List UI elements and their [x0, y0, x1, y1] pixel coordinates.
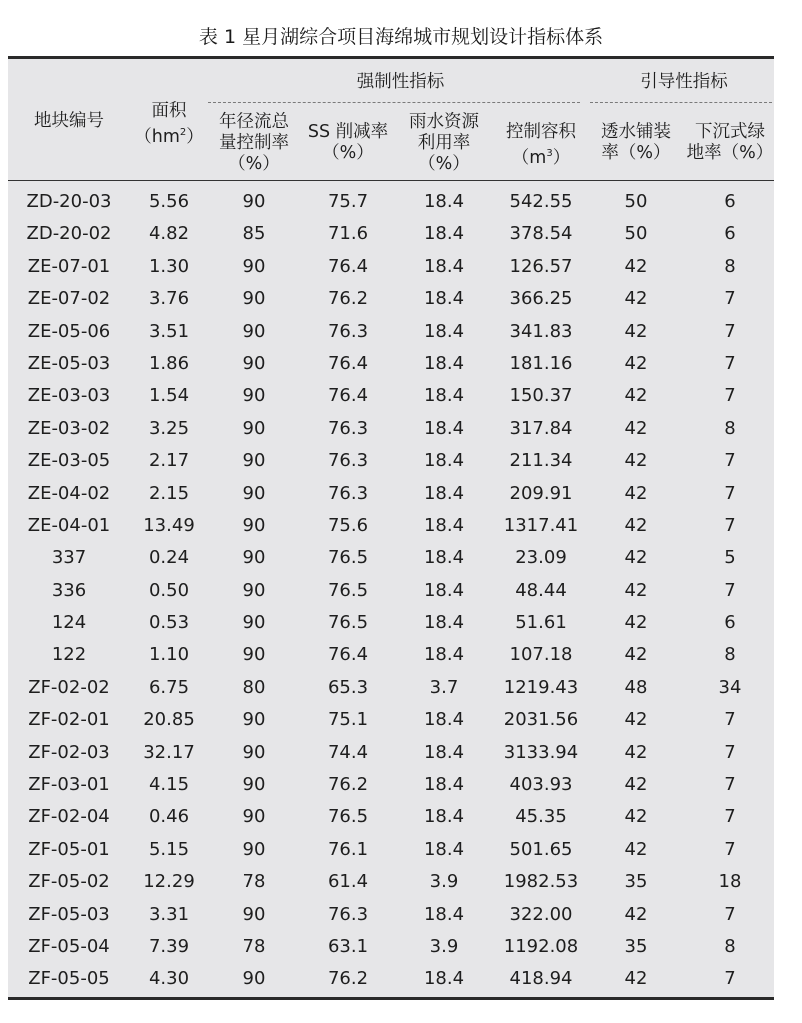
cell-runoff: 90: [242, 806, 266, 828]
cell-permeable: 42: [624, 450, 648, 472]
cell-volume: 1982.53: [503, 871, 579, 893]
cell-sunken: 7: [724, 903, 736, 925]
cell-permeable: 48: [624, 676, 648, 698]
table-row: [8, 348, 774, 380]
cell-ss: 74.4: [327, 741, 369, 763]
cell-runoff: 80: [242, 676, 266, 698]
cell-ss: 76.4: [327, 644, 369, 666]
cell-area: 2.15: [148, 482, 190, 504]
cell-ss: 75.6: [327, 514, 369, 536]
cell-ss: 76.4: [327, 255, 369, 277]
table-row: [8, 283, 774, 315]
cell-rain: 3.7: [429, 676, 459, 698]
cell-runoff: 90: [242, 709, 266, 731]
cell-volume: 181.16: [509, 352, 573, 374]
cell-plot-id: ZF-02-04: [28, 806, 110, 828]
cell-ss: 76.4: [327, 352, 369, 374]
cell-ss: 76.3: [327, 450, 369, 472]
cell-area: 32.17: [143, 741, 195, 763]
cell-area: 1.30: [148, 255, 190, 277]
cell-permeable: 50: [624, 223, 648, 245]
cell-plot-id: ZE-07-01: [27, 255, 111, 277]
col-header-ss: SS 削减率 （%）: [307, 122, 389, 163]
table-row: [8, 963, 774, 995]
cell-ss: 76.1: [327, 838, 369, 860]
cell-rain: 18.4: [423, 450, 465, 472]
cell-sunken: 8: [724, 644, 736, 666]
table-row: [8, 478, 774, 510]
cell-rain: 18.4: [423, 288, 465, 310]
cell-permeable: 35: [624, 935, 648, 957]
cell-plot-id: ZF-05-04: [28, 935, 110, 957]
indicator-table: [8, 56, 774, 1000]
cell-runoff: 90: [242, 191, 266, 212]
cell-runoff: 78: [242, 935, 266, 957]
cell-permeable: 42: [624, 417, 648, 439]
cell-rain: 18.4: [423, 255, 465, 277]
cell-permeable: 35: [624, 871, 648, 893]
cell-area: 3.25: [148, 417, 190, 439]
cell-plot-id: ZE-04-02: [27, 482, 111, 504]
cell-area: 4.30: [148, 968, 190, 990]
cell-volume: 542.55: [509, 191, 573, 212]
cell-area: 6.75: [148, 676, 190, 698]
cell-ss: 76.5: [327, 579, 369, 601]
cell-runoff: 90: [242, 968, 266, 990]
cell-plot-id: ZF-05-01: [28, 838, 110, 860]
cell-volume: 501.65: [509, 838, 573, 860]
cell-rain: 18.4: [423, 482, 465, 504]
cell-runoff: 90: [242, 255, 266, 277]
cell-volume: 317.84: [509, 417, 573, 439]
table-row: [8, 251, 774, 283]
cell-area: 3.31: [148, 903, 190, 925]
cell-plot-id: ZF-05-02: [28, 871, 110, 893]
cell-runoff: 85: [242, 223, 266, 245]
cell-area: 3.76: [148, 288, 190, 310]
cell-sunken: 6: [724, 191, 736, 212]
cell-sunken: 7: [724, 774, 736, 796]
cell-plot-id: 336: [51, 579, 87, 601]
col-header-area: 面积 $(hm^2)$: [134, 101, 204, 147]
cell-sunken: 34: [718, 676, 742, 698]
table-caption: 表 1 星月湖综合项目海绵城市规划设计指标体系: [198, 26, 604, 48]
cell-plot-id: ZE-07-02: [27, 288, 111, 310]
cell-runoff: 90: [242, 320, 266, 342]
cell-plot-id: ZF-02-03: [28, 741, 110, 763]
cell-area: 20.85: [143, 709, 195, 731]
cell-ss: 65.3: [327, 676, 369, 698]
cell-area: 0.46: [148, 806, 190, 828]
cell-sunken: 8: [724, 255, 736, 277]
cell-ss: 76.5: [327, 612, 369, 634]
cell-runoff: 90: [242, 352, 266, 374]
table-row: [8, 672, 774, 704]
cell-sunken: 7: [724, 320, 736, 342]
cell-ss: 76.3: [327, 417, 369, 439]
cell-runoff: 90: [242, 385, 266, 407]
cell-area: 7.39: [148, 935, 190, 957]
cell-runoff: 90: [242, 838, 266, 860]
cell-permeable: 42: [624, 709, 648, 731]
cell-sunken: 7: [724, 352, 736, 374]
cell-plot-id: ZE-04-01: [27, 514, 111, 536]
cell-runoff: 90: [242, 547, 266, 569]
table-row: [8, 413, 774, 445]
cell-plot-id: ZE-03-02: [27, 417, 111, 439]
cell-volume: 211.34: [509, 450, 573, 472]
cell-plot-id: 122: [51, 644, 87, 666]
cell-permeable: 42: [624, 741, 648, 763]
cell-ss: 76.3: [327, 320, 369, 342]
cell-runoff: 90: [242, 514, 266, 536]
table-body: [8, 186, 774, 996]
cell-runoff: 90: [242, 774, 266, 796]
cell-plot-id: ZF-05-03: [28, 903, 110, 925]
cell-plot-id: 337: [51, 547, 87, 569]
cell-volume: 107.18: [509, 644, 573, 666]
cell-ss: 75.1: [327, 709, 369, 731]
cell-plot-id: ZE-05-03: [27, 352, 111, 374]
cell-rain: 18.4: [423, 320, 465, 342]
cell-volume: 3133.94: [503, 741, 579, 763]
cell-area: 13.49: [143, 514, 195, 536]
table-row: [8, 510, 774, 542]
cell-area: 0.24: [148, 547, 190, 569]
cell-permeable: 42: [624, 774, 648, 796]
cell-volume: 1219.43: [503, 676, 579, 698]
cell-sunken: 18: [718, 871, 742, 893]
cell-area: 1.54: [148, 385, 190, 407]
table-row: [8, 380, 774, 412]
table-row: [8, 218, 774, 250]
cell-plot-id: ZF-02-01: [28, 709, 110, 731]
cell-volume: 378.54: [509, 223, 573, 245]
cell-area: 1.86: [148, 352, 190, 374]
cell-permeable: 42: [624, 806, 648, 828]
cell-plot-id: ZD-20-02: [26, 223, 112, 245]
table-row: [8, 542, 774, 574]
cell-volume: 126.57: [509, 255, 573, 277]
cell-runoff: 90: [242, 579, 266, 601]
cell-runoff: 90: [242, 288, 266, 310]
cell-area: 0.50: [148, 579, 190, 601]
cell-volume: 341.83: [509, 320, 573, 342]
cell-rain: 18.4: [423, 579, 465, 601]
cell-sunken: 5: [724, 547, 736, 569]
cell-rain: 18.4: [423, 514, 465, 536]
cell-permeable: 42: [624, 514, 648, 536]
cell-permeable: 42: [624, 288, 648, 310]
cell-volume: 2031.56: [503, 709, 579, 731]
cell-permeable: 42: [624, 385, 648, 407]
cell-rain: 18.4: [423, 709, 465, 731]
cell-permeable: 42: [624, 838, 648, 860]
cell-area: 2.17: [148, 450, 190, 472]
table-row: [8, 737, 774, 769]
cell-area: 3.51: [148, 320, 190, 342]
cell-sunken: 7: [724, 579, 736, 601]
col-header-runoff: 年径流总 量控制率 （%）: [219, 112, 289, 174]
cell-runoff: 90: [242, 903, 266, 925]
cell-area: 12.29: [143, 871, 195, 893]
table-row: [8, 575, 774, 607]
table-row: [8, 899, 774, 931]
table-row: [8, 704, 774, 736]
cell-volume: 45.35: [515, 806, 567, 828]
table-row: [8, 639, 774, 671]
cell-plot-id: ZE-03-03: [27, 385, 111, 407]
header-rule: [8, 180, 774, 181]
col-header-sunken: 下沉式绿 地率（%）: [686, 122, 774, 163]
cell-permeable: 42: [624, 255, 648, 277]
cell-ss: 76.2: [327, 288, 369, 310]
cell-rain: 18.4: [423, 741, 465, 763]
cell-sunken: 7: [724, 838, 736, 860]
cell-permeable: 42: [624, 352, 648, 374]
cell-ss: 76.2: [327, 774, 369, 796]
cell-sunken: 7: [724, 741, 736, 763]
table-row: [8, 445, 774, 477]
cell-permeable: 42: [624, 320, 648, 342]
cell-rain: 18.4: [423, 612, 465, 634]
cell-ss: 76.5: [327, 806, 369, 828]
cell-runoff: 90: [242, 417, 266, 439]
cell-volume: 23.09: [515, 547, 567, 569]
cell-sunken: 7: [724, 968, 736, 990]
group-divider-mandatory: [208, 102, 580, 103]
cell-runoff: 90: [242, 482, 266, 504]
cell-ss: 76.5: [327, 547, 369, 569]
cell-runoff: 90: [242, 741, 266, 763]
cell-rain: 18.4: [423, 547, 465, 569]
cell-sunken: 7: [724, 288, 736, 310]
table-row: [8, 186, 774, 218]
col-header-volume: 控制容积 $(m^3)$: [506, 122, 576, 168]
cell-rain: 3.9: [429, 871, 459, 893]
cell-ss: 75.7: [327, 191, 369, 212]
group-divider-guiding: [590, 102, 772, 103]
cell-sunken: 7: [724, 450, 736, 472]
cell-sunken: 8: [724, 935, 736, 957]
cell-plot-id: ZE-05-06: [27, 320, 111, 342]
cell-plot-id: 124: [51, 612, 87, 634]
cell-rain: 18.4: [423, 417, 465, 439]
cell-sunken: 7: [724, 806, 736, 828]
cell-ss: 76.2: [327, 968, 369, 990]
cell-area: 4.15: [148, 774, 190, 796]
cell-permeable: 42: [624, 579, 648, 601]
cell-volume: 209.91: [509, 482, 573, 504]
cell-plot-id: ZD-20-03: [26, 191, 112, 212]
cell-area: 5.56: [148, 191, 190, 212]
table-row: [8, 769, 774, 801]
cell-ss: 76.3: [327, 903, 369, 925]
col-header-rain: 雨水资源 利用率 （%）: [409, 112, 479, 174]
cell-ss: 61.4: [327, 871, 369, 893]
cell-permeable: 42: [624, 968, 648, 990]
cell-plot-id: ZF-02-02: [28, 676, 110, 698]
cell-runoff: 90: [242, 450, 266, 472]
table-row: [8, 801, 774, 833]
cell-ss: 71.6: [327, 223, 369, 245]
table-row: [8, 866, 774, 898]
cell-rain: 18.4: [423, 774, 465, 796]
cell-ss: 63.1: [327, 935, 369, 957]
cell-rain: 18.4: [423, 903, 465, 925]
cell-rain: 3.9: [429, 935, 459, 957]
cell-permeable: 42: [624, 612, 648, 634]
cell-rain: 18.4: [423, 385, 465, 407]
cell-runoff: 90: [242, 612, 266, 634]
cell-permeable: 42: [624, 547, 648, 569]
cell-area: 4.82: [148, 223, 190, 245]
cell-volume: 366.25: [509, 288, 573, 310]
cell-volume: 1192.08: [503, 935, 579, 957]
cell-ss: 76.4: [327, 385, 369, 407]
cell-sunken: 7: [724, 514, 736, 536]
cell-sunken: 7: [724, 385, 736, 407]
cell-plot-id: ZF-03-01: [28, 774, 110, 796]
cell-runoff: 78: [242, 871, 266, 893]
group-header-guiding: 引导性指标: [640, 72, 728, 92]
cell-sunken: 8: [724, 417, 736, 439]
cell-sunken: 7: [724, 482, 736, 504]
cell-area: 0.53: [148, 612, 190, 634]
cell-rain: 18.4: [423, 223, 465, 245]
cell-area: 1.10: [148, 644, 190, 666]
cell-rain: 18.4: [423, 191, 465, 212]
cell-permeable: 42: [624, 903, 648, 925]
table-row: [8, 607, 774, 639]
cell-rain: 18.4: [423, 838, 465, 860]
cell-rain: 18.4: [423, 806, 465, 828]
cell-plot-id: ZE-03-05: [27, 450, 111, 472]
cell-sunken: 7: [724, 709, 736, 731]
table-row: [8, 931, 774, 963]
cell-volume: 418.94: [509, 968, 573, 990]
col-header-permeable: 透水铺装 率（%）: [601, 122, 671, 163]
cell-volume: 322.00: [509, 903, 573, 925]
cell-ss: 76.3: [327, 482, 369, 504]
cell-permeable: 50: [624, 191, 648, 212]
cell-rain: 18.4: [423, 644, 465, 666]
cell-rain: 18.4: [423, 352, 465, 374]
cell-plot-id: ZF-05-05: [28, 968, 110, 990]
col-header-plot-id: 地块编号: [34, 111, 104, 131]
cell-rain: 18.4: [423, 968, 465, 990]
cell-permeable: 42: [624, 482, 648, 504]
cell-volume: 48.44: [515, 579, 567, 601]
cell-runoff: 90: [242, 644, 266, 666]
table-row: [8, 316, 774, 348]
group-header-mandatory: 强制性指标: [356, 72, 445, 92]
cell-volume: 403.93: [509, 774, 573, 796]
cell-volume: 150.37: [509, 385, 573, 407]
cell-area: 5.15: [148, 838, 190, 860]
cell-volume: 1317.41: [503, 514, 579, 536]
cell-volume: 51.61: [515, 612, 567, 634]
table-row: [8, 834, 774, 866]
cell-sunken: 6: [724, 612, 736, 634]
cell-permeable: 42: [624, 644, 648, 666]
cell-sunken: 6: [724, 223, 736, 245]
